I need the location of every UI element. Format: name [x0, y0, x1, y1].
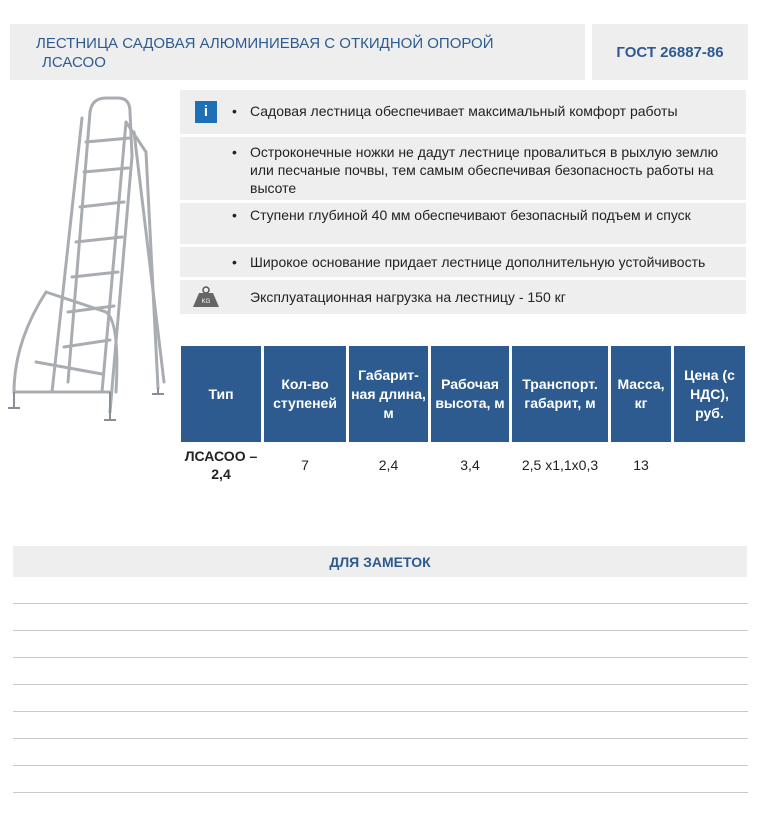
- feature-text: Ступени глубиной 40 мм обеспечивают безопасный подъем и спуск: [250, 207, 691, 223]
- cell-length: 2,4: [378, 457, 399, 473]
- note-line: [13, 603, 748, 604]
- bullet: •: [232, 254, 237, 270]
- col-header-height: Рабочая высота, м: [431, 346, 509, 442]
- col-header-length: Габарит-ная длина, м: [349, 346, 428, 442]
- feature-list: [180, 90, 746, 317]
- note-line: [13, 630, 748, 631]
- note-line: [13, 684, 748, 685]
- col-header-type: Тип: [181, 346, 261, 442]
- table-row: [181, 445, 745, 485]
- bullet: •: [232, 103, 237, 119]
- note-line: [13, 792, 748, 793]
- load-row: [180, 280, 746, 314]
- product-title-box: [10, 24, 585, 80]
- weight-icon-label: KG: [201, 299, 211, 305]
- load-text: Эксплуатационная нагрузка на лестницу - 150 кг: [250, 289, 566, 305]
- bullet: •: [232, 207, 237, 223]
- feature-text: Остроконечные ножки не дадут лестнице провалиться в рыхлую землю или песчаные почвы, тем самым обеспечивая безопасность работы на высоте: [250, 144, 719, 196]
- notes-heading: ДЛЯ ЗАМЕТОК: [13, 546, 747, 577]
- feature-text: Садовая лестница обеспечивает максимальный комфорт работы: [250, 103, 678, 119]
- note-line: [13, 657, 748, 658]
- feature-row: [180, 137, 746, 200]
- cell-height: 3,4: [460, 457, 480, 473]
- product-title-line2: ЛСАСОО: [42, 54, 106, 71]
- note-line: [13, 711, 748, 712]
- note-line: [13, 738, 748, 739]
- feature-row: [180, 247, 746, 277]
- cell-transport: 2,5 х1,1х0,3: [521, 457, 599, 473]
- product-title-line1: ЛЕСТНИЦА САДОВАЯ АЛЮМИНИЕВАЯ С ОТКИДНОЙ ОПОРОЙ: [36, 35, 494, 52]
- note-line: [13, 765, 748, 766]
- cell-steps: 7: [301, 457, 309, 473]
- bullet: •: [232, 144, 237, 160]
- cell-price: [674, 445, 745, 485]
- gost-standard-badge: ГОСТ 26887-86: [592, 24, 748, 80]
- feature-text: Широкое основание придает лестнице дополнительную устойчивость: [250, 254, 706, 270]
- cell-mass: 13: [633, 457, 649, 473]
- col-header-price: Цена (с НДС), руб.: [674, 346, 745, 442]
- feature-row: [180, 90, 746, 134]
- weight-icon: [192, 286, 220, 308]
- col-header-mass: Масса, кг: [611, 346, 671, 442]
- col-header-steps: Кол-во ступеней: [264, 346, 346, 442]
- spec-table-header-row: [181, 346, 745, 442]
- col-header-transport: Транспорт. габарит, м: [512, 346, 608, 442]
- ladder-illustration: [6, 92, 176, 432]
- info-icon: i: [195, 101, 217, 123]
- cell-type: ЛСАСОО – 2,4: [181, 445, 261, 485]
- feature-row: [180, 203, 746, 244]
- spec-table: [178, 343, 748, 488]
